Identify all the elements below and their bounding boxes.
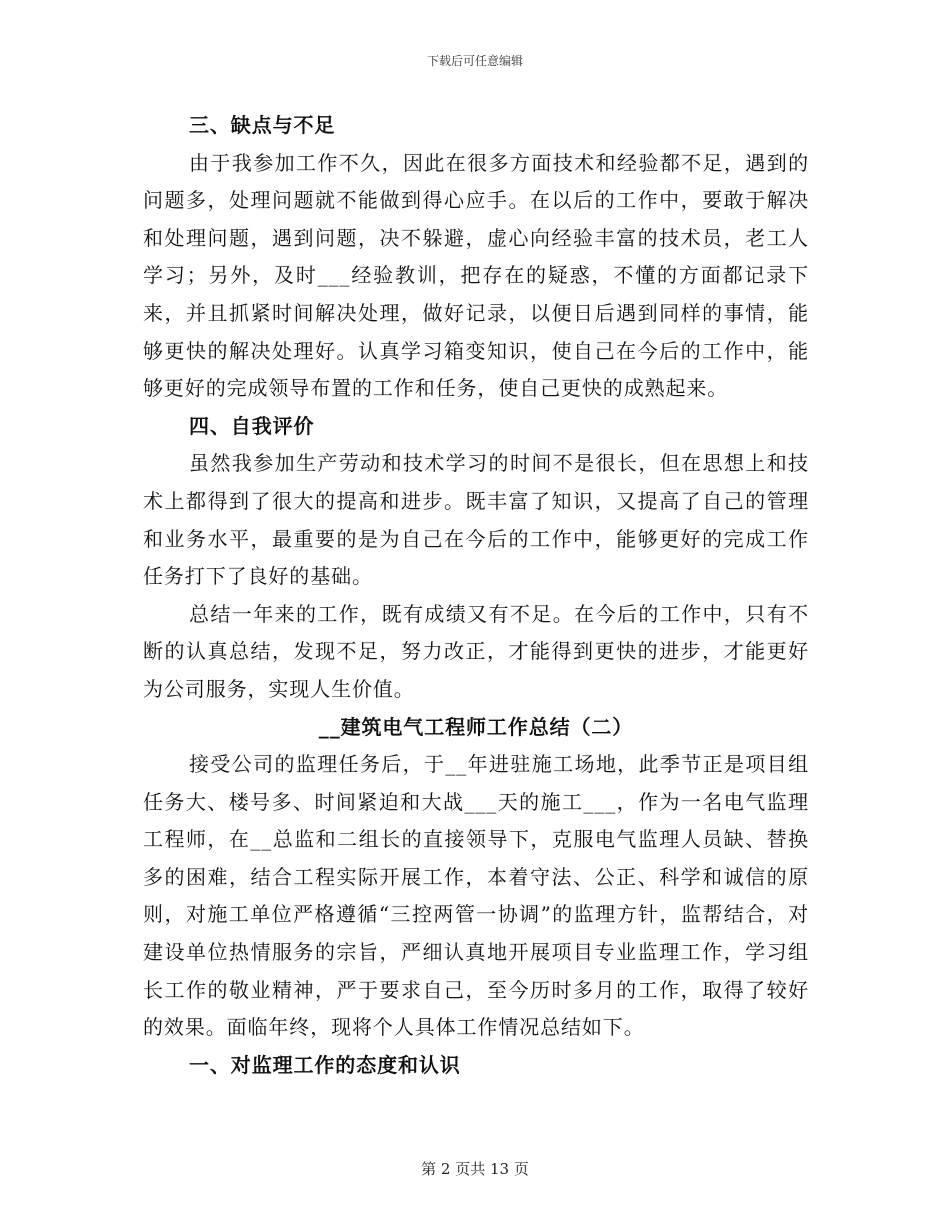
document-title-part-two: __建筑电气工程师工作总结（二） xyxy=(318,714,634,739)
paragraph-conclusion: 总结一年来的工作，既有成绩又有不足。在今后的工作中，只有不断的认真总结，发现不足，努力改正，才能得到更快的进步，才能更好为公司服务，实现人生价值。 xyxy=(143,601,809,701)
section-heading-attitude: 一、对监理工作的态度和认识 xyxy=(189,1052,461,1077)
paragraph-introduction: 接受公司的监理任务后，于__年进驻施工场地，此季节正是项目组任务大、楼号多、时间紧迫和大战___天的施工___，作为一名电气监理工程师，在__总监和二组长的直接领导下，克服电气监理人员缺、替换多的困难，结合工程实际开展工作，本着守法、公正、科学和诚信的原则，对施工单位严格遵循“三控两管一协调”的监理方针，监帮结合，对建设单位热情服务的宗旨，严细认真地开展项目专业监理工作，学习组长工作的敬业精神，严于要求自己，至今历时多月的工作，取得了较好的效果。面临年终，现将个人具体工作情况总结如下。 xyxy=(143,752,809,1040)
paragraph-shortcomings: 由于我参加工作不久，因此在很多方面技术和经验都不足，遇到的问题多，处理问题就不能做到得心应手。在以后的工作中，要敢于解决和处理问题，遇到问题，决不躲避，虚心向经验丰富的技术员，老工人学习；另外，及时___经验教训，把存在的疑惑，不懂的方面都记录下来，并且抓紧时间解决处理，做好记录，以便日后遇到同样的事情，能够更快的解决处理好。认真学习箱变知识，使自己在今后的工作中，能够更好的完成领导布置的工作和任务，使自己更快的成熟起来。 xyxy=(143,150,809,401)
section-heading-shortcomings: 三、缺点与不足 xyxy=(189,113,336,137)
page-number: 第 2 页共 13 页 xyxy=(421,1160,529,1178)
page-header: 下载后可任意编辑 xyxy=(426,54,523,68)
paragraph-self-evaluation: 虽然我参加生产劳动和技术学习的时间不是很长，但在思想上和技术上都得到了很大的提高和进步。既丰富了知识，又提高了自己的管理和业务水平，最重要的是为自己在今后的工作中，能够更好的完成工作任务打下了良好的基础。 xyxy=(143,451,809,589)
document-body xyxy=(143,107,809,1084)
section-heading-self-evaluation: 四、自我评价 xyxy=(189,413,315,438)
